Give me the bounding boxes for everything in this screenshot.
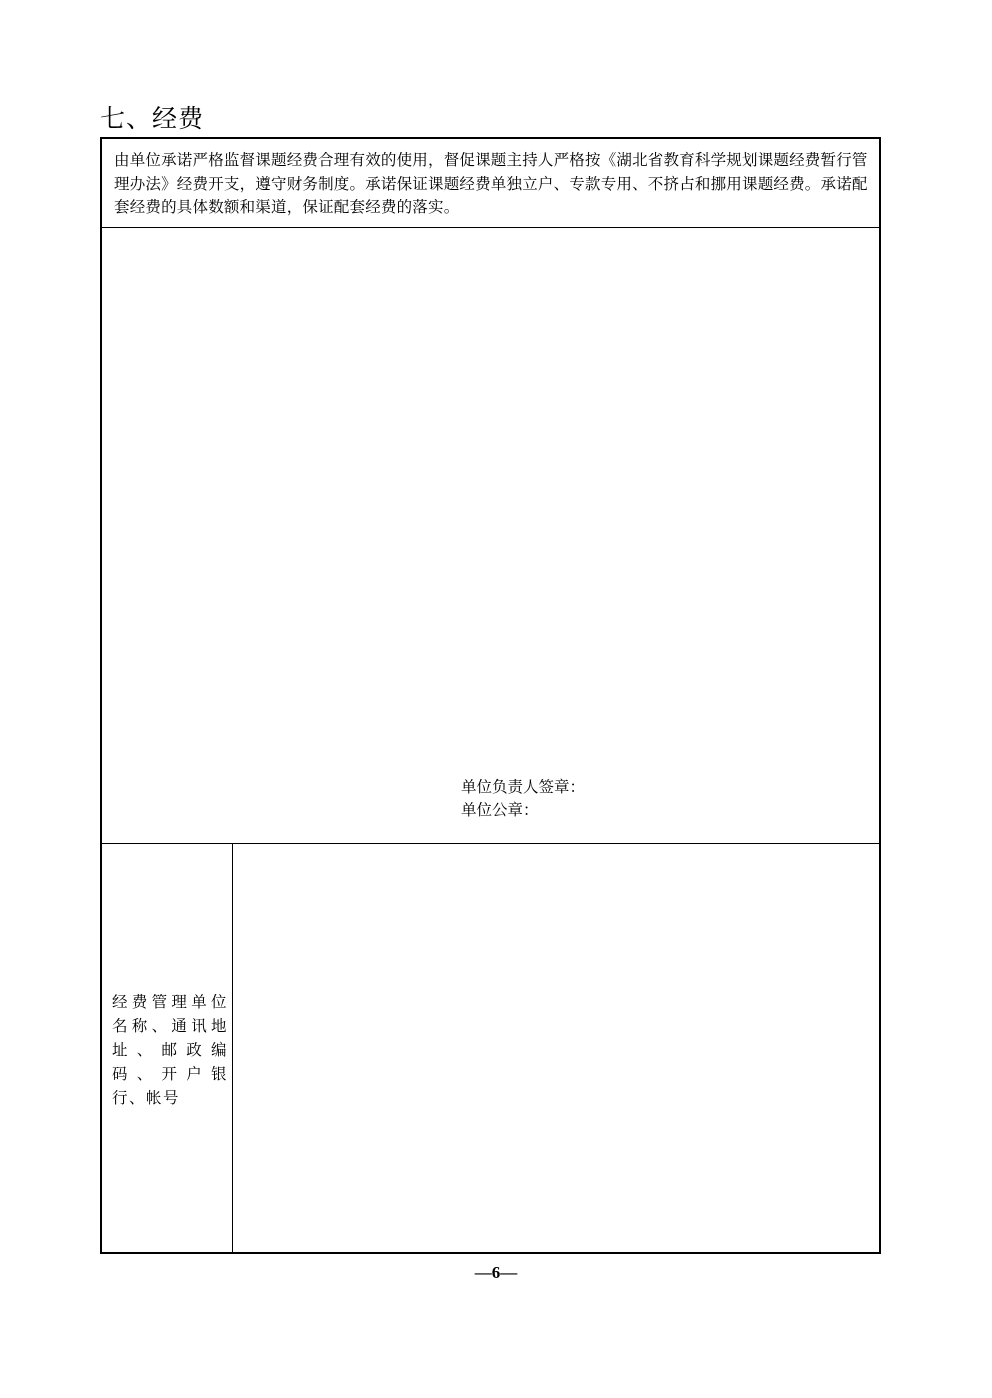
commitment-statement-cell — [102, 139, 879, 228]
account-info-label-cell — [102, 844, 233, 1252]
page-number: —6— — [474, 1263, 518, 1282]
official-seal-label: 单位公章： — [461, 801, 539, 819]
commitment-statement-text: 由单位承诺严格监督课题经费合理有效的使用，督促课题主持人严格按《湖北省教育科学规划课题经费暂行管理办法》经费开支，遵守财务制度。承诺保证课题经费单独立户、专款专用、不挤占和挪用课题经费。承诺配套经费的具体数额和渠道，保证配套经费的落实。 — [114, 151, 868, 216]
responsible-person-signature-label: 单位负责人签章： — [461, 778, 586, 796]
section-title: 七、经费 — [100, 104, 205, 133]
account-info-value-cell[interactable] — [233, 844, 879, 1252]
unit-opinion-cell[interactable] — [102, 228, 879, 844]
account-info-label: 经费管理单位名称、通讯地址、邮政编码、开户银行、帐号 — [112, 993, 228, 1107]
account-info-row — [102, 844, 879, 1252]
funding-form-table — [100, 137, 881, 1254]
